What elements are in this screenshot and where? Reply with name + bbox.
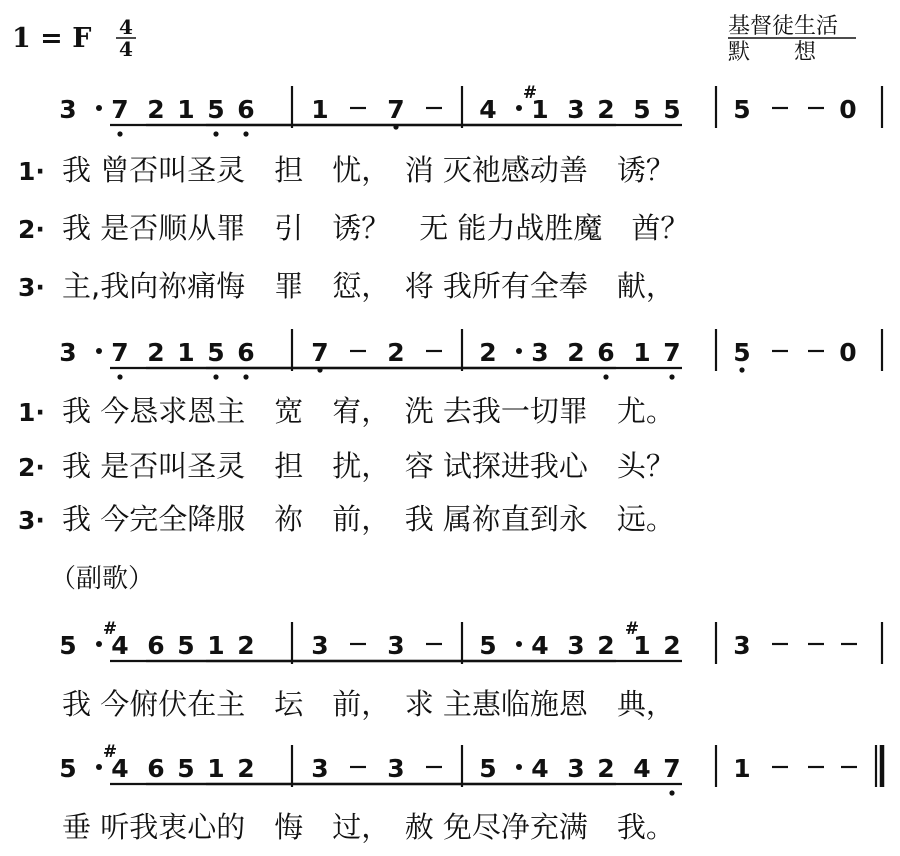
- notation-line-3: [59, 619, 882, 664]
- dotted-note-dot: [516, 641, 522, 647]
- time-signature-top: 4: [119, 15, 133, 39]
- note-3: 3: [733, 631, 751, 660]
- note-3: 3: [59, 95, 77, 124]
- note-2: 2: [147, 95, 165, 124]
- note-5: 5: [663, 95, 681, 124]
- lyric-text: 我 今俯伏在主 坛 前， 求 主惠临施恩 典，: [62, 687, 675, 721]
- note-3: 3: [531, 338, 549, 367]
- note-2: 2: [597, 631, 615, 660]
- note-5: 5: [177, 754, 195, 783]
- note-2: 2: [597, 754, 615, 783]
- note-4: 4: [479, 95, 497, 124]
- lyric-line-8: [62, 810, 675, 844]
- note-2: 2: [147, 338, 165, 367]
- lyric-text: 主,我向祢痛悔 罪 愆， 将 我所有全奉 献，: [62, 269, 675, 303]
- note-1: 1: [633, 338, 651, 367]
- note-5: 5: [479, 631, 497, 660]
- sharp-sign: #: [522, 83, 538, 103]
- low-octave-dot: [603, 374, 608, 379]
- note-1: 1: [207, 631, 225, 660]
- note-2: 2: [663, 631, 681, 660]
- sharp-sign: #: [102, 742, 118, 762]
- note-1: 1: [733, 754, 751, 783]
- note-0: 0: [839, 338, 857, 367]
- verse-number: 2·: [18, 453, 45, 482]
- low-octave-dot: [213, 131, 218, 136]
- lyric-line-6: [18, 502, 675, 536]
- low-octave-dot: [669, 374, 674, 379]
- song-title: 默 想: [728, 40, 817, 65]
- low-octave-dot: [117, 374, 122, 379]
- lyric-line-1: [18, 153, 675, 187]
- note-1: 1: [311, 95, 329, 124]
- note-7: 7: [311, 338, 329, 367]
- note-7: 7: [111, 95, 129, 124]
- key-signature: 1 = F: [12, 23, 92, 54]
- note-0: 0: [839, 95, 857, 124]
- note-2: 2: [479, 338, 497, 367]
- note-6: 6: [237, 338, 255, 367]
- chorus-label: （副歌）: [50, 564, 155, 594]
- dotted-note-dot: [96, 105, 102, 111]
- note-3: 3: [311, 631, 329, 660]
- verse-number: 1·: [18, 398, 45, 427]
- lyric-text: 我 是否顺从罪 引 诱？ 无 能力战胜魔 酋？: [62, 211, 690, 245]
- note-5: 5: [633, 95, 651, 124]
- note-1: 1: [177, 95, 195, 124]
- note-1: 1: [207, 754, 225, 783]
- note-2: 2: [567, 338, 585, 367]
- dotted-note-dot: [96, 348, 102, 354]
- low-octave-dot: [243, 131, 248, 136]
- note-6: 6: [147, 754, 165, 783]
- time-signature-bottom: 4: [119, 37, 133, 61]
- lyric-line-3: [18, 269, 675, 303]
- dotted-note-dot: [96, 641, 102, 647]
- low-octave-dot: [243, 374, 248, 379]
- verse-number: 1·: [18, 157, 45, 186]
- verse-number: 2·: [18, 215, 45, 244]
- note-5: 5: [733, 95, 751, 124]
- note-6: 6: [597, 338, 615, 367]
- lyric-line-2: [18, 211, 689, 245]
- lyric-line-5: [18, 449, 675, 483]
- low-octave-dot: [739, 367, 744, 372]
- note-3: 3: [387, 754, 405, 783]
- notation-line-4: [59, 742, 882, 796]
- lyric-text: 我 是否叫圣灵 担 扰， 容 试探进我心 头？: [62, 449, 675, 483]
- note-2: 2: [387, 338, 405, 367]
- note-5: 5: [733, 338, 751, 367]
- note-5: 5: [59, 754, 77, 783]
- note-6: 6: [147, 631, 165, 660]
- note-4: 4: [111, 754, 129, 783]
- lyric-line-7: [62, 687, 675, 721]
- note-7: 7: [663, 338, 681, 367]
- low-octave-dot: [669, 790, 674, 795]
- note-4: 4: [633, 754, 651, 783]
- note-2: 2: [597, 95, 615, 124]
- note-1: 1: [633, 631, 651, 660]
- sharp-sign: #: [102, 619, 118, 639]
- note-2: 2: [237, 631, 255, 660]
- note-7: 7: [387, 95, 405, 124]
- lyric-text: 我 曾否叫圣灵 担 忧， 消 灭祂感动善 诱？: [62, 153, 675, 187]
- note-3: 3: [567, 95, 585, 124]
- sharp-sign: #: [624, 619, 640, 639]
- note-7: 7: [111, 338, 129, 367]
- note-2: 2: [237, 754, 255, 783]
- note-3: 3: [567, 631, 585, 660]
- note-1: 1: [177, 338, 195, 367]
- verse-number: 3·: [18, 273, 45, 302]
- note-4: 4: [531, 754, 549, 783]
- lyric-text: 我 今恳求恩主 宽 宥， 洗 去我一切罪 尤。: [62, 394, 675, 428]
- source-label: 基督徒生活: [728, 14, 839, 39]
- note-3: 3: [59, 338, 77, 367]
- note-5: 5: [177, 631, 195, 660]
- note-3: 3: [311, 754, 329, 783]
- lyric-text: 我 今完全降服 祢 前， 我 属祢直到永 远。: [62, 502, 675, 536]
- notation-line-2: [59, 329, 882, 380]
- note-1: 1: [531, 95, 549, 124]
- note-7: 7: [663, 754, 681, 783]
- note-5: 5: [207, 338, 225, 367]
- notation-line-1: [59, 83, 882, 137]
- dotted-note-dot: [516, 105, 522, 111]
- note-6: 6: [237, 95, 255, 124]
- note-5: 5: [479, 754, 497, 783]
- note-3: 3: [567, 754, 585, 783]
- note-4: 4: [111, 631, 129, 660]
- note-4: 4: [531, 631, 549, 660]
- lyric-line-4: [18, 394, 675, 428]
- dotted-note-dot: [516, 764, 522, 770]
- low-octave-dot: [117, 131, 122, 136]
- lyric-text: 垂 听我衷心的 悔 过， 赦 免尽净充满 我。: [62, 810, 675, 844]
- note-5: 5: [59, 631, 77, 660]
- low-octave-dot: [213, 374, 218, 379]
- dotted-note-dot: [96, 764, 102, 770]
- dotted-note-dot: [516, 348, 522, 354]
- time-signature: [116, 15, 136, 61]
- note-3: 3: [387, 631, 405, 660]
- note-5: 5: [207, 95, 225, 124]
- verse-number: 3·: [18, 506, 45, 535]
